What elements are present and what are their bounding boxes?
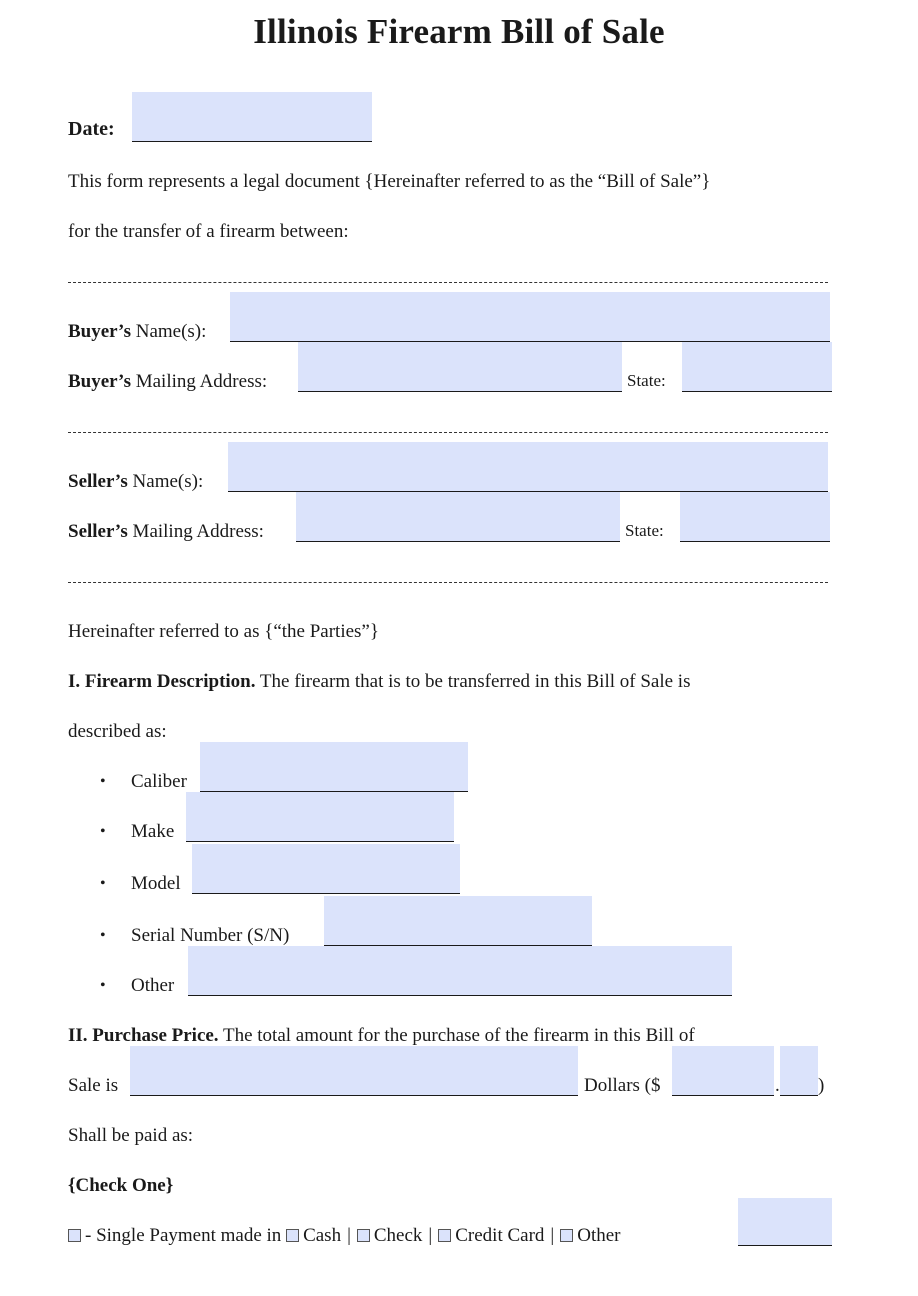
- buyer-state-field[interactable]: [682, 342, 832, 392]
- paid-as-label: Shall be paid as:: [68, 1125, 194, 1146]
- bullet: •: [100, 927, 106, 944]
- other-payment-checkbox[interactable]: [560, 1229, 573, 1242]
- bullet: •: [100, 823, 106, 840]
- seller-state-field[interactable]: [680, 492, 830, 542]
- other-payment-label: Other: [577, 1225, 621, 1246]
- seller-state-label: State:: [625, 521, 664, 540]
- cash-label: Cash: [303, 1225, 342, 1246]
- buyer-name-label: Buyer’s Name(s):: [68, 321, 207, 342]
- seller-address-label: Seller’s Mailing Address:: [68, 521, 264, 542]
- section-1-line-2: described as:: [68, 721, 167, 742]
- intro-line-1: This form represents a legal document {Hereinafter referred to as the “Bill of Sale”}: [68, 171, 711, 192]
- sale-is-label: Sale is: [68, 1075, 119, 1096]
- credit-card-label: Credit Card: [455, 1225, 545, 1246]
- close-paren: ): [818, 1075, 825, 1096]
- make-field[interactable]: [186, 792, 454, 842]
- divider: [68, 282, 828, 283]
- price-words-field[interactable]: [130, 1046, 578, 1096]
- other-description-field[interactable]: [188, 946, 732, 996]
- section-2-paragraph: II. Purchase Price. The total amount for the purchase of the firearm in this Bill of: [68, 1025, 695, 1046]
- intro-line-2: for the transfer of a firearm between:: [68, 221, 349, 242]
- buyer-address-field[interactable]: [298, 342, 622, 392]
- divider: [68, 582, 828, 583]
- check-checkbox[interactable]: [357, 1229, 370, 1242]
- divider: [68, 432, 828, 433]
- price-cents-field[interactable]: [780, 1046, 818, 1096]
- check-label: Check: [373, 1225, 423, 1246]
- bullet: •: [100, 773, 106, 790]
- caliber-label: Caliber: [131, 771, 187, 792]
- dollars-label: Dollars ($: [584, 1075, 661, 1096]
- section-1-paragraph: I. Firearm Description. The firearm that is to be transferred in this Bill of Sale is: [68, 671, 691, 692]
- date-field[interactable]: [132, 92, 372, 142]
- serial-number-field[interactable]: [324, 896, 592, 946]
- seller-name-field[interactable]: [228, 442, 828, 492]
- cash-checkbox[interactable]: [286, 1229, 299, 1242]
- model-label: Model: [131, 873, 181, 894]
- bullet: •: [100, 977, 106, 994]
- model-field[interactable]: [192, 844, 460, 894]
- price-dollars-field[interactable]: [672, 1046, 774, 1096]
- separator: |: [550, 1225, 555, 1246]
- date-label: Date:: [68, 118, 115, 140]
- seller-address-field[interactable]: [296, 492, 620, 542]
- parties-text: Hereinafter referred to as {“the Parties”}: [68, 621, 379, 642]
- other-label: Other: [131, 975, 175, 996]
- buyer-name-field[interactable]: [230, 292, 830, 342]
- single-payment-checkbox[interactable]: [68, 1229, 81, 1242]
- buyer-state-label: State:: [627, 371, 666, 390]
- single-payment-label: - Single Payment made in: [85, 1225, 282, 1246]
- other-payment-field[interactable]: [738, 1198, 832, 1246]
- page-title: Illinois Firearm Bill of Sale: [253, 12, 665, 51]
- credit-card-checkbox[interactable]: [438, 1229, 451, 1242]
- serial-number-label: Serial Number (S/N): [131, 925, 290, 946]
- check-one-label: {Check One}: [68, 1175, 174, 1196]
- seller-name-label: Seller’s Name(s):: [68, 471, 204, 492]
- payment-options-row: [68, 1225, 621, 1247]
- make-label: Make: [131, 821, 175, 842]
- buyer-address-label: Buyer’s Mailing Address:: [68, 371, 268, 392]
- separator: |: [428, 1225, 433, 1246]
- separator: |: [347, 1225, 351, 1246]
- bullet: •: [100, 875, 106, 892]
- decimal-point: .: [775, 1075, 780, 1096]
- caliber-field[interactable]: [200, 742, 468, 792]
